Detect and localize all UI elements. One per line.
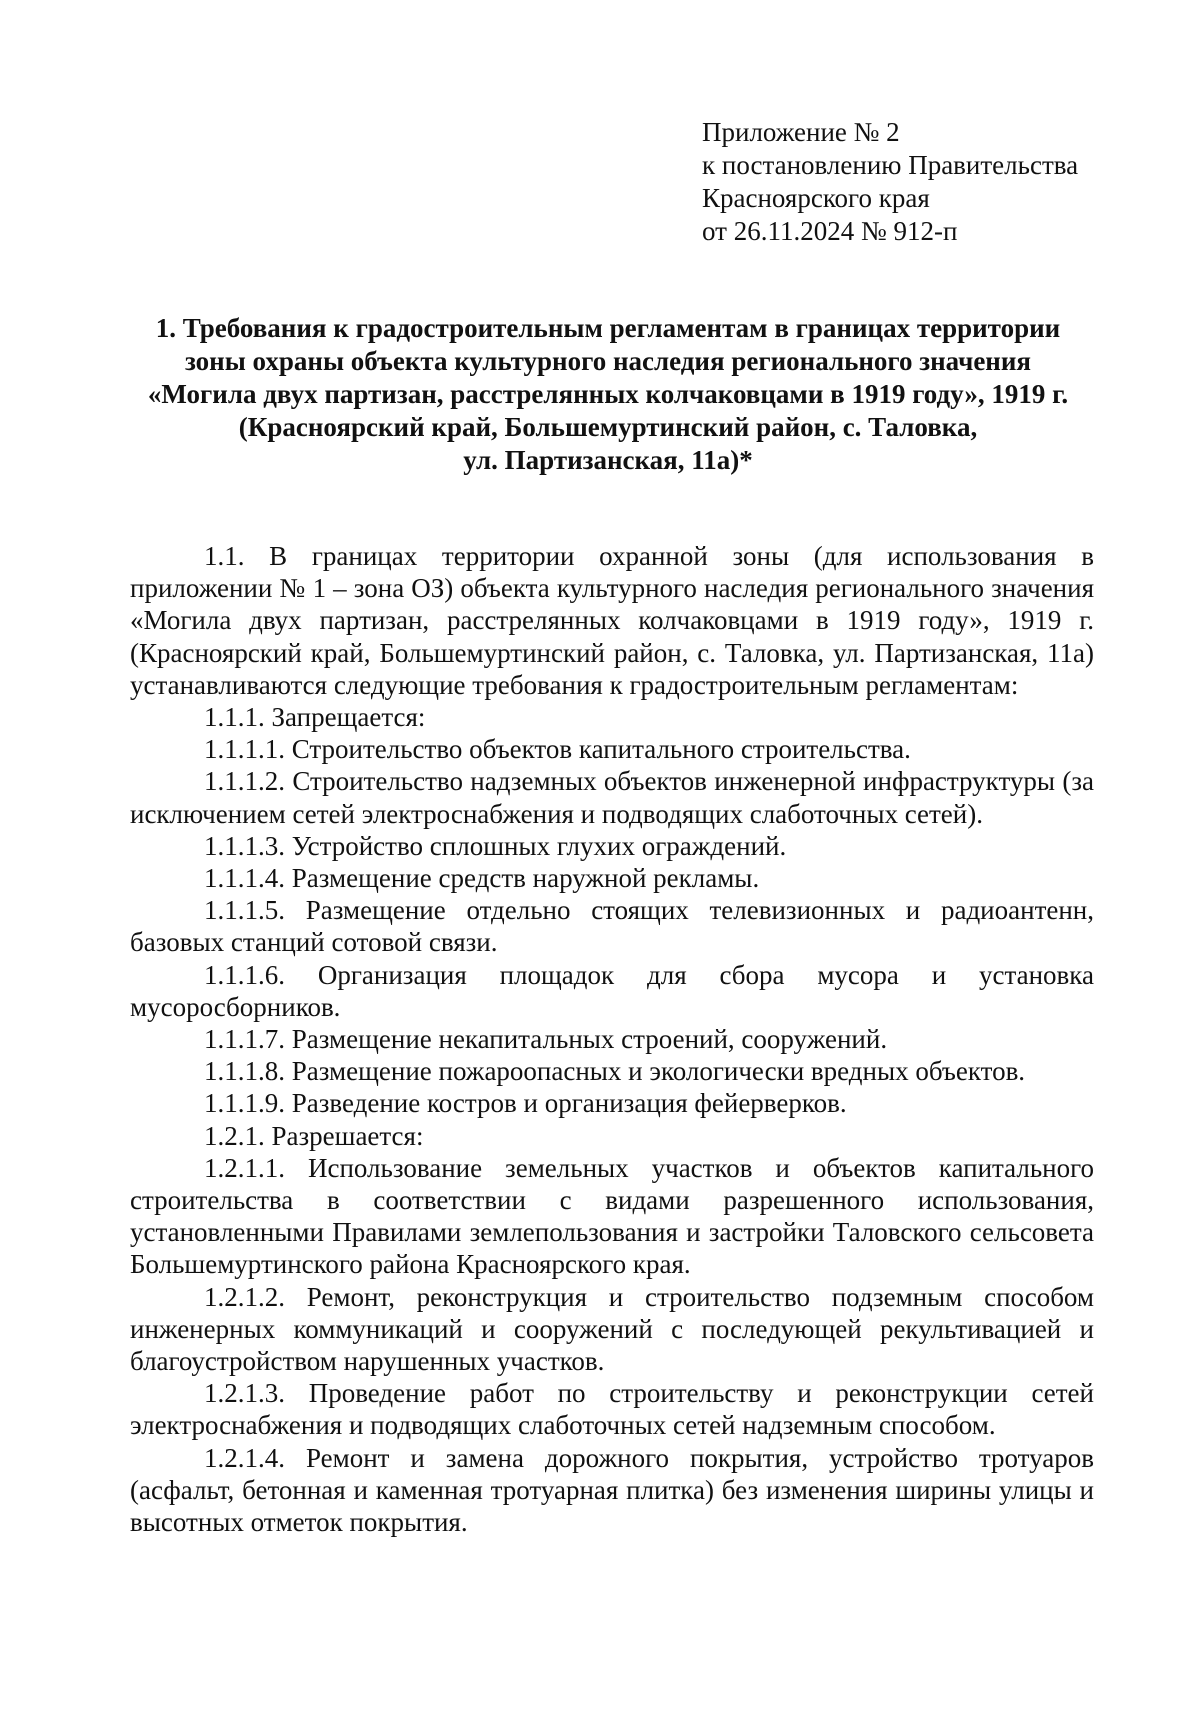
heading-line: (Красноярский край, Большемуртинский район, с. Таловка, [238,412,978,442]
paragraph-1-1-1-5: 1.1.1.5. Размещение отдельно стоящих телевизионных и радиоантенн, базовых станций сотовой связи. [130,895,1094,958]
paragraph-1-1-1-3: 1.1.1.3. Устройство сплошных глухих ограждений. [204,830,787,861]
heading-line: 1. Требования к градостроительным регламентам в границах территории [155,313,1061,343]
paragraph-1-1-1-4: 1.1.1.4. Размещение средств наружной рекламы. [204,863,760,894]
paragraph-1-2-1: 1.2.1. Разрешается: [204,1120,424,1151]
paragraph-1-1-1-7: 1.1.1.7. Размещение некапитальных строений, сооружений. [204,1024,888,1055]
appendix-region: Красноярского края [702,183,930,213]
paragraph-1-1-1-1: 1.1.1.1. Строительство объектов капитального строительства. [204,734,911,765]
heading-line: зоны охраны объекта культурного наследия регионального значения [184,346,1032,376]
paragraph-1-1-1-9: 1.1.1.9. Разведение костров и организация фейерверков. [204,1088,847,1119]
appendix-date: от 26.11.2024 № 912-п [702,216,958,246]
paragraph-1-1-1-8: 1.1.1.8. Размещение пожароопасных и экологически вредных объектов. [204,1056,1026,1087]
appendix-block [702,116,1142,248]
paragraph-1-2-1-4: 1.2.1.4. Ремонт и замена дорожного покрытия, устройство тротуаров (асфальт, бетонная и каменная тротуарная плитка) без изменения ширины улицы и высотных отметок покрытия. [130,1442,1094,1538]
document-body [130,540,1094,1538]
paragraph-1-2-1-2: 1.2.1.2. Ремонт, реконструкция и строительство подземным способом инженерных коммуникаций и сооружений с последующей рекультивацией и благоустройством нарушенных участков. [130,1281,1094,1377]
paragraph-1-1-1-6: 1.1.1.6. Организация площадок для сбора мусора и установка мусоросборников. [130,959,1094,1022]
paragraph-1-1: 1.1. В границах территории охранной зоны (для использования в приложении № 1 – зона ОЗ) объекта культурного наследия регионального значения «Могила двух партизан, расстрелянных колчаковцами в 1919 году», 1919 г. (Красноярский край, Большемуртинский район, с. Таловка, ул. Партизанская, 11а) устанавливаются следующие требования к градостроительным регламентам: [130,541,1094,700]
paragraph-1-1-1-2: 1.1.1.2. Строительство надземных объектов инженерной инфраструктуры (за исключением сетей электроснабжения и подводящих слаботочных сетей). [130,766,1094,829]
paragraph-1-2-1-1: 1.2.1.1. Использование земельных участков и объектов капитального строительства в соответствии с видами разрешенного использования, установленными Правилами землепользования и застройки Таловского сельсовета Большемуртинского района Красноярского края. [130,1152,1094,1280]
appendix-number: Приложение № 2 [702,117,900,147]
heading-line: ул. Партизанская, 11а)* [463,445,753,475]
section-heading [120,312,1096,477]
heading-line: «Могила двух партизан, расстрелянных колчаковцами в 1919 году», 1919 г. [147,379,1069,409]
appendix-resolution: к постановлению Правительства [702,150,1079,180]
paragraph-1-1-1: 1.1.1. Запрещается: [204,702,426,733]
paragraph-1-2-1-3: 1.2.1.3. Проведение работ по строительству и реконструкции сетей электроснабжения и подводящих слаботочных сетей надземным способом. [130,1378,1094,1441]
